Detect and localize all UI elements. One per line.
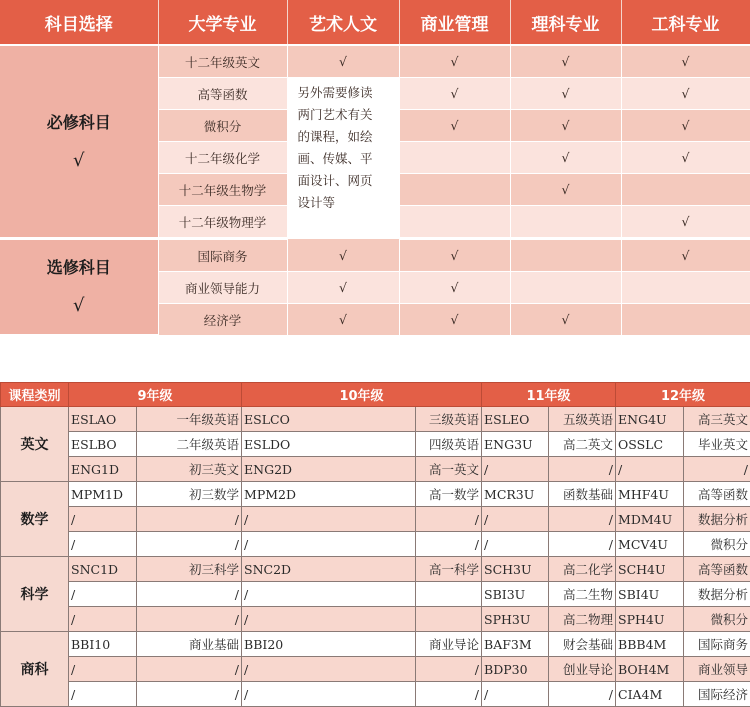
grade9-code: / [69, 657, 137, 682]
elective-category-cell [0, 239, 158, 336]
grade11-code: SBI3U [482, 582, 549, 607]
course-row [1, 607, 750, 632]
grade11-code: / [482, 532, 549, 557]
header-grade-12: 12年级 [616, 383, 750, 407]
grade12-name: 微积分 [684, 532, 750, 557]
header-arts: 艺术人文 [287, 0, 399, 45]
grade11-name: 高二化学 [549, 557, 616, 582]
science-mark: √ [510, 110, 621, 142]
course-row [1, 532, 750, 557]
grade10-name: 商业导论 [416, 632, 482, 657]
grade12-name: 微积分 [684, 607, 750, 632]
grade10-code: ENG2D [242, 457, 416, 482]
grade9-code: / [69, 582, 137, 607]
grade9-name: 初三科学 [137, 557, 242, 582]
business-mark: √ [399, 45, 510, 78]
grade10-code: MPM2D [242, 482, 416, 507]
grade10-code: SNC2D [242, 557, 416, 582]
grade9-code: ESLBO [69, 432, 137, 457]
business-mark: √ [399, 304, 510, 336]
course-category-cell: 英文 [1, 407, 69, 482]
science-mark: √ [510, 78, 621, 110]
grade10-code: / [242, 657, 416, 682]
subject-name: 十二年级物理学 [158, 206, 287, 239]
header-science: 理科专业 [510, 0, 621, 45]
required-row [0, 45, 750, 78]
table1-header-row [0, 0, 750, 45]
arts-mark: √ [287, 45, 399, 78]
grade11-name: 高二生物 [549, 582, 616, 607]
grade10-code: ESLCO [242, 407, 416, 432]
business-mark: √ [399, 110, 510, 142]
grade10-name: / [416, 532, 482, 557]
subject-name: 微积分 [158, 110, 287, 142]
grade9-name: 初三数学 [137, 482, 242, 507]
grade9-name: 一年级英语 [137, 407, 242, 432]
subject-name: 高等函数 [158, 78, 287, 110]
grade12-name: 国际商务 [684, 632, 750, 657]
science-mark [510, 239, 621, 272]
grade9-name: / [137, 532, 242, 557]
grade11-name: 财会基础 [549, 632, 616, 657]
grade10-name: / [416, 507, 482, 532]
grade12-code: OSSLC [616, 432, 684, 457]
header-engineering: 工科专业 [621, 0, 750, 45]
course-catalog-table [0, 382, 750, 707]
course-category-cell: 商科 [1, 632, 69, 707]
engineering-mark: √ [621, 239, 750, 272]
grade12-code: / [616, 457, 684, 482]
grade12-name: 毕业英文 [684, 432, 750, 457]
engineering-mark: √ [621, 206, 750, 239]
grade10-name: 高一英文 [416, 457, 482, 482]
science-mark: √ [510, 174, 621, 206]
header-major: 大学专业 [158, 0, 287, 45]
grade11-name: / [549, 457, 616, 482]
subject-name: 十二年级生物学 [158, 174, 287, 206]
business-mark [399, 142, 510, 174]
grade11-name: 高二物理 [549, 607, 616, 632]
engineering-mark [621, 174, 750, 206]
arts-requirement-note: 另外需要修读 两门艺术有关 的课程，如绘 画、传媒、平 面设计、网页 设计等 [287, 78, 399, 239]
business-mark: √ [399, 272, 510, 304]
header-subject-choice: 科目选择 [0, 0, 158, 45]
grade11-code: BAF3M [482, 632, 549, 657]
grade10-name [416, 607, 482, 632]
grade11-name: / [549, 682, 616, 707]
business-mark: √ [399, 78, 510, 110]
grade11-name: 五级英语 [549, 407, 616, 432]
business-mark: √ [399, 239, 510, 272]
grade9-code: ESLAO [69, 407, 137, 432]
course-category-cell: 科学 [1, 557, 69, 632]
grade10-name: / [416, 657, 482, 682]
course-category-cell: 数学 [1, 482, 69, 557]
subject-name: 十二年级英文 [158, 45, 287, 78]
grade10-code: ESLDO [242, 432, 416, 457]
arts-mark: √ [287, 304, 399, 336]
science-mark: √ [510, 304, 621, 336]
grade10-code: BBI20 [242, 632, 416, 657]
subject-requirements-table [0, 0, 750, 337]
elective-label: 选修科目 [47, 258, 111, 277]
grade12-name: 国际经济 [684, 682, 750, 707]
grade12-code: SPH4U [616, 607, 684, 632]
grade9-code: SNC1D [69, 557, 137, 582]
grade12-code: MCV4U [616, 532, 684, 557]
table2-header-row [1, 383, 750, 407]
grade12-name: / [684, 457, 750, 482]
header-grade-9: 9年级 [69, 383, 242, 407]
grade11-code: ENG3U [482, 432, 549, 457]
required-label: 必修科目 [47, 113, 111, 132]
elective-row [0, 239, 750, 272]
grade10-name [416, 582, 482, 607]
grade11-code: SCH3U [482, 557, 549, 582]
grade9-name: / [137, 607, 242, 632]
header-grade-11: 11年级 [482, 383, 616, 407]
header-business: 商业管理 [399, 0, 510, 45]
grade11-code: / [482, 507, 549, 532]
grade12-code: MDM4U [616, 507, 684, 532]
grade12-code: CIA4M [616, 682, 684, 707]
grade9-name: 二年级英语 [137, 432, 242, 457]
header-course-category: 课程类别 [1, 383, 69, 407]
grade11-code: BDP30 [482, 657, 549, 682]
engineering-mark: √ [621, 110, 750, 142]
check-mark: √ [0, 291, 158, 321]
grade9-name: / [137, 682, 242, 707]
grade12-name: 数据分析 [684, 582, 750, 607]
grade9-code: / [69, 682, 137, 707]
grade10-code: / [242, 582, 416, 607]
grade9-code: / [69, 507, 137, 532]
grade11-name: / [549, 532, 616, 557]
course-catalog-body [1, 407, 750, 707]
business-mark [399, 206, 510, 239]
course-row [1, 507, 750, 532]
grade11-name: 函数基础 [549, 482, 616, 507]
science-mark: √ [510, 45, 621, 78]
grade10-name: 三级英语 [416, 407, 482, 432]
grade11-code: / [482, 457, 549, 482]
engineering-mark [621, 304, 750, 336]
engineering-mark: √ [621, 45, 750, 78]
grade11-code: MCR3U [482, 482, 549, 507]
arts-mark: √ [287, 239, 399, 272]
subject-name: 十二年级化学 [158, 142, 287, 174]
course-row [1, 657, 750, 682]
grade10-code: / [242, 607, 416, 632]
grade9-name: 商业基础 [137, 632, 242, 657]
science-mark: √ [510, 142, 621, 174]
course-row [1, 632, 750, 657]
grade9-code: ENG1D [69, 457, 137, 482]
grade11-code: SPH3U [482, 607, 549, 632]
required-category-cell [0, 45, 158, 239]
subject-name: 商业领导能力 [158, 272, 287, 304]
engineering-mark [621, 272, 750, 304]
check-mark: √ [0, 146, 158, 176]
grade10-name: 高一数学 [416, 482, 482, 507]
course-row [1, 582, 750, 607]
subject-name: 经济学 [158, 304, 287, 336]
science-mark [510, 272, 621, 304]
grade11-code: / [482, 682, 549, 707]
grade10-name: / [416, 682, 482, 707]
course-row [1, 407, 750, 432]
grade12-code: BBB4M [616, 632, 684, 657]
grade9-code: BBI10 [69, 632, 137, 657]
grade9-name: / [137, 582, 242, 607]
grade11-code: ESLEO [482, 407, 549, 432]
grade11-name: 高二英文 [549, 432, 616, 457]
grade11-name: / [549, 507, 616, 532]
engineering-mark: √ [621, 78, 750, 110]
grade12-name: 高三英文 [684, 407, 750, 432]
course-row [1, 482, 750, 507]
grade12-code: ENG4U [616, 407, 684, 432]
grade12-name: 高等函数 [684, 557, 750, 582]
engineering-mark: √ [621, 142, 750, 174]
grade9-code: MPM1D [69, 482, 137, 507]
grade12-code: SCH4U [616, 557, 684, 582]
grade10-code: / [242, 507, 416, 532]
grade10-name: 四级英语 [416, 432, 482, 457]
grade12-name: 商业领导 [684, 657, 750, 682]
course-row [1, 457, 750, 482]
grade12-code: BOH4M [616, 657, 684, 682]
course-row [1, 557, 750, 582]
grade12-code: SBI4U [616, 582, 684, 607]
grade9-code: / [69, 607, 137, 632]
grade9-name: 初三英文 [137, 457, 242, 482]
grade10-code: / [242, 682, 416, 707]
grade12-code: MHF4U [616, 482, 684, 507]
grade11-name: 创业导论 [549, 657, 616, 682]
grade9-name: / [137, 657, 242, 682]
grade9-name: / [137, 507, 242, 532]
arts-mark: √ [287, 272, 399, 304]
grade12-name: 高等函数 [684, 482, 750, 507]
course-row [1, 682, 750, 707]
course-row [1, 432, 750, 457]
science-mark [510, 206, 621, 239]
grade9-code: / [69, 532, 137, 557]
business-mark [399, 174, 510, 206]
subject-name: 国际商务 [158, 239, 287, 272]
grade10-code: / [242, 532, 416, 557]
grade12-name: 数据分析 [684, 507, 750, 532]
grade10-name: 高一科学 [416, 557, 482, 582]
header-grade-10: 10年级 [242, 383, 482, 407]
